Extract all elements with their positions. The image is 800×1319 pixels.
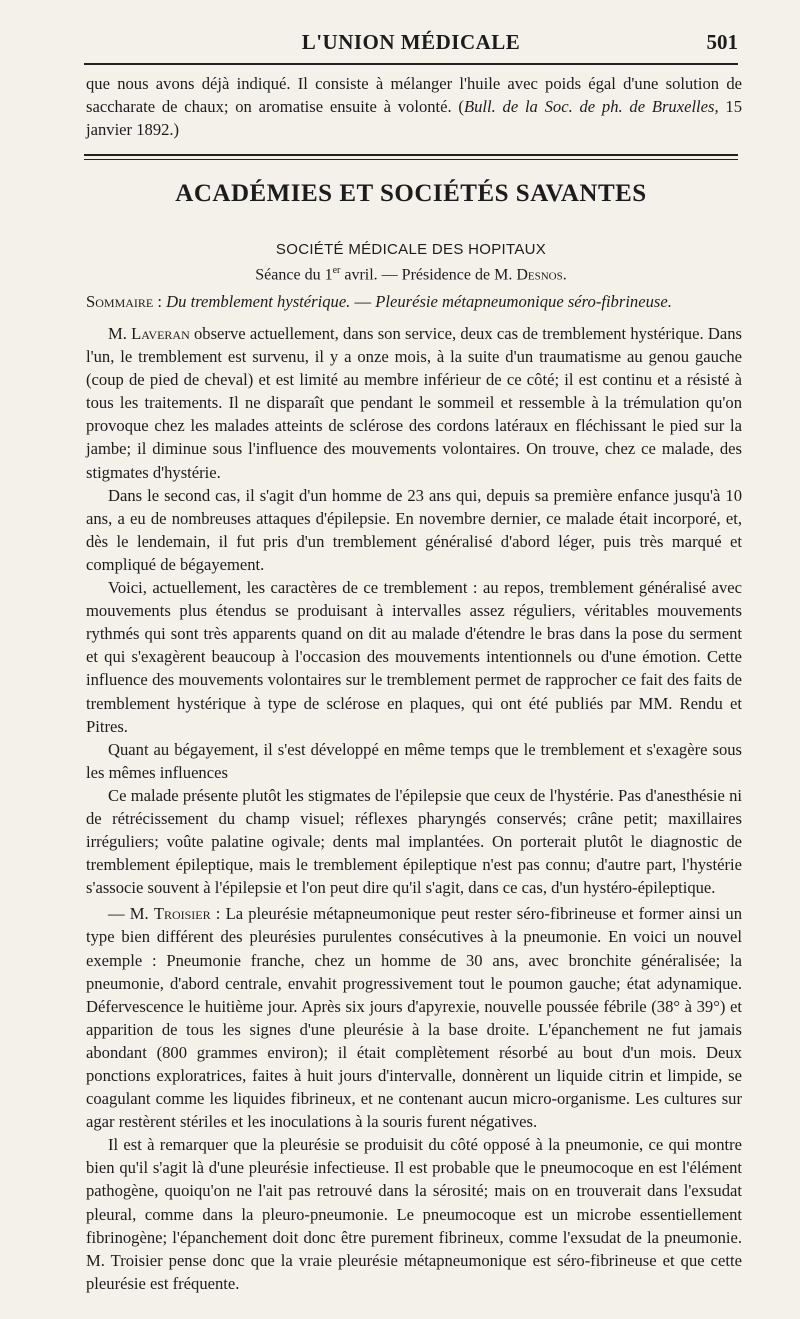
intro-date: 15 janvier 1892.): [86, 97, 742, 140]
president-name: Desnos: [516, 266, 563, 284]
paragraph-second-case: Dans le second cas, il s'agit d'un homme de 23 ans qui, depuis sa première enfance jusqu'à 10 ans, a eu de nombreuses attaques d'épilepsie. En novembre dernier, ce malade était incorporé, et, dès le lendemain, il fut pris d'un tremblement généralisé d'abord léger, puis très marqué et compliqué de bégayement.: [86, 485, 742, 574]
paragraph-voici: Voici, actuellement, les caractères de ce tremblement : au repos, tremblement généralisé avec mouvements plus étendus se produisant à intervalles assez réguliers, véritables mouvements rythmés qui sont très apparents quand on dit au malade d'étendre le bras dans la pose du serment et qui s'exagèrent beaucoup à l'occasion des mouvements intentionnels ou d'une émotion. Cette influence des mouvements volontaires sur le tremblement permet de rapprocher ce fait des faits de tremblement hystérique à type de sclérose en plaques, qui ont été publiés par MM. Rendu et Pitres.: [86, 578, 742, 736]
page-header: [84, 30, 738, 64]
section-separator-thick: [84, 154, 738, 156]
paragraph-stigmates: Ce malade présente plutôt les stigmates de l'épilepsie que ceux de l'hystérie. Pas d'anesthésie ni de rétrécissement du champ visuel; réflexes pharyngés conservés; crâne petit; maxillaires irréguliers; voûte palatine ogivale; dents mal implantées. On porterait plutôt le diagnostic de tremblement épileptique, mais le tremblement épileptique n'est pas connu; d'autre part, l'hystérie s'associe souvent à l'épilepsie et l'on peut dire qu'il s'agit, dans ce cas, d'un hystéro-épileptique.: [86, 785, 742, 898]
paragraph-troisier: — M. Troisier : La pleurésie métapneumonique peut rester séro-fibrineuse et former ainsi un type bien différent des pleurésies purulentes consécutives à la pneumonie. En voici un nouvel exemple : Pneumonie franche, chez un homme de 30 ans, avec bronchite généralisée; la pneumonie, d'abord centrale, envahit progressivement tout le poumon gauche; état adynamique. Défervescence le huitième jour. Après six jours d'apyrexie, nouvelle poussée fébrile (38° à 39°) et apparition de tous les signes d'une pleurésie à la base droite. L'épanchement ne fut jamais abondant (800 grammes environ); il était complètement résorbé au bout d'un mois. Deux ponctions exploratrices, faites à huit jours d'intervalle, donnèrent un liquide citrin et limpide, se coagulant comme les liquides fibrineux, et ne contenant aucun micro-organisme. Les cultures sur agar restèrent stériles et les inoculations à la souris furent négatives.: [86, 904, 742, 1132]
paragraph-remarquer: Il est à remarquer que la pleurésie se produisit du côté opposé à la pneumonie, ce qui montre bien qu'il s'agit là d'une pleurésie infectieuse. Il est probable que le pneumocoque en est l'élément pathogène, quoiqu'on ne l'ait pas retrouvé dans la sérosité; mais on en trouverait dans l'exsudat pleural, comme dans la pleuro-pneumonie. Le pneumocoque est un microbe essentiellement fibrinogène; l'épanchement doit donc être purement fibrineux, comme l'exsudat de la pneumonie. M. Troisier pense donc que la vraie pleurésie métapneumonique est séro-fibrineuse et que cette pleurésie est fréquente.: [86, 1135, 742, 1293]
article-body: [86, 322, 742, 1295]
running-title: L'UNION MÉDICALE: [301, 30, 521, 54]
page-number: 501: [706, 30, 738, 54]
summary-line: Sommaire : Du tremblement hystérique. — Pleurésie métapneumonique séro-fibrineuse.: [86, 292, 672, 311]
summary-item-tremblement: Du tremblement hystérique.: [166, 292, 351, 311]
summary-item-pleuresie: Pleurésie métapneumonique séro-fibrineuse.: [375, 292, 672, 311]
speaker-troisier: Troisier: [153, 904, 211, 924]
section-title: ACADÉMIES ET SOCIÉTÉS SAVANTES: [175, 180, 647, 207]
paragraph-begayement: Quant au bégayement, il s'est développé en même temps que le tremblement et s'exagère sous les mêmes influences: [86, 739, 742, 782]
section-separator-thin: [84, 159, 738, 160]
summary-label: Sommaire: [86, 292, 154, 311]
intro-citation: Bull. de la Soc. de ph. de Bruxelles,: [463, 97, 719, 117]
paragraph-laveran: M. Laveran observe actuellement, dans son service, deux cas de tremblement hystérique. Dans l'un, le tremblement est survenu, il y a onze mois, à la suite d'un traumatisme au genou gauche (coup de pied de cheval) et est limité au membre inférieur de ce côté; il est continu et a résisté à tous les traitements. Il ne disparaît que pendant le sommeil et ressemble à la trémulation qu'on provoque chez les malades atteints de sclérose des cordons latéraux en fléchissant le pied sur la jambe; il diminue sous l'influence des mouvements volontaires. On trouve, chez ce malade, des stigmates d'hystérie.: [86, 324, 742, 482]
intro-paragraph: [86, 72, 742, 141]
intro-text: que nous avons déjà indiqué. Il consiste à mélanger l'huile avec poids égal d'une solution de saccharate de chaux; on aromatise ensuite à volonté. (: [86, 74, 742, 117]
speaker-laveran: Laveran: [131, 324, 190, 343]
header-rule: [84, 63, 738, 65]
session-line: Séance du 1er avril. — Présidence de M. Desnos.: [255, 265, 567, 284]
society-heading: SOCIÉTÉ MÉDICALE DES HOPITAUX: [275, 241, 547, 258]
